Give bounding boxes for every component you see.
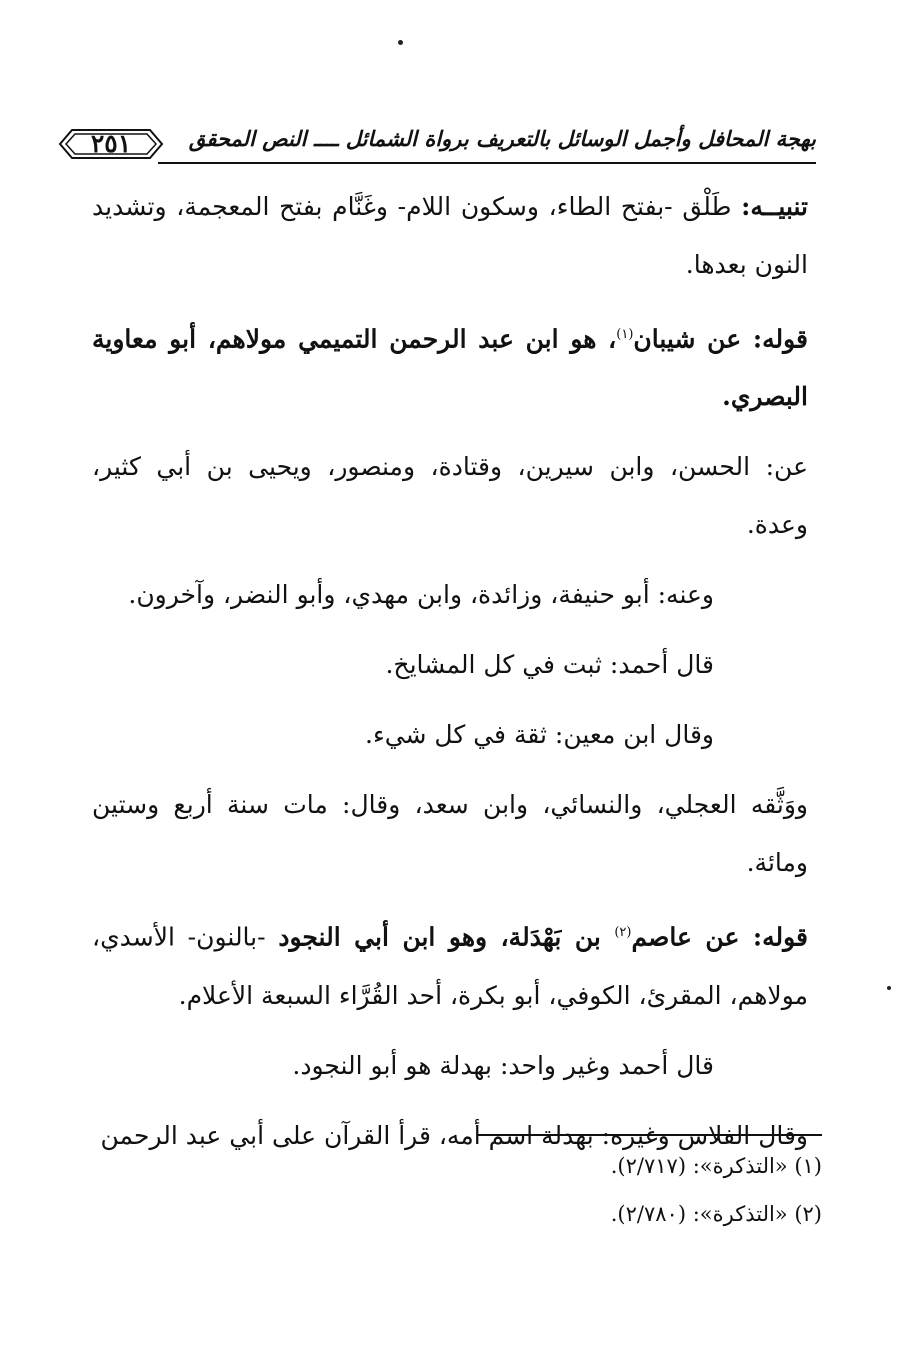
footnote-ref[interactable]: (١) <box>616 327 634 342</box>
paragraph-from <box>92 438 808 554</box>
paragraph-text: قال أحمد: ثبت في كل المشايخ. <box>385 650 714 680</box>
paragraph-text: وقال الفلاس وغيره: بهدلة اسم أمه، قرأ القرآن على أبي عبد الرحمن <box>100 1120 808 1150</box>
paragraph-narrators <box>92 566 808 624</box>
paragraph-text: ، هو ابن عبد الرحمن التميمي مولاهم، أبو معاوية البصري. <box>92 324 808 412</box>
footnote-ref[interactable]: (٢) <box>614 925 632 941</box>
paragraph-lead: قوله: عن عاصم <box>631 922 808 952</box>
paragraph-text: وقال ابن معين: ثقة في كل شيء. <box>365 720 714 750</box>
footnote-1: (١) «التذكرة»: (٢/٧١٧). <box>610 1154 822 1178</box>
paragraph-tawthiq <box>92 776 808 892</box>
footnote-2: (٢) «التذكرة»: (٢/٧٨٠). <box>610 1202 822 1226</box>
ink-speck <box>887 986 891 990</box>
paragraph-text: وعنه: أبو حنيفة، وزائدة، وابن مهدي، وأبو النضر، وآخرون. <box>128 580 714 610</box>
paragraph-text: ووَثَّقه العجلي، والنسائي، وابن سعد، وقال: مات سنة أربع وستين ومائة. <box>92 790 808 878</box>
paragraph-lead: تنبيــه: <box>741 192 808 221</box>
paragraph-ahmad <box>92 636 808 694</box>
main-text <box>92 178 808 1177</box>
paragraph-text: طَلْق -بفتح الطاء، وسكون اللام- وغَنَّام بفتح المعجمة، وتشديد النون بعدها. <box>92 192 808 279</box>
paragraph-text: عن: الحسن، وابن سيرين، وقتادة، ومنصور، ويحيى بن أبي كثير، وعدة. <box>92 452 808 540</box>
paragraph-text: -بالنون- الأسدي، مولاهم، المقرئ، الكوفي، أبو بكرة، أحد القُرَّاء السبعة الأعلام. <box>92 922 808 1010</box>
paragraph-note <box>92 178 808 294</box>
paragraph-text: قال أحمد وغير واحد: بهدلة هو أبو النجود. <box>292 1050 714 1080</box>
paragraph-bahdala <box>92 1037 808 1095</box>
header-rule <box>158 162 816 164</box>
paragraph-asim <box>92 904 808 1024</box>
paragraph-lead-continued: بن بَهْدَلة، وهو ابن أبي النجود <box>278 922 615 952</box>
running-header <box>58 118 816 174</box>
footnote-separator <box>478 1134 822 1136</box>
page-number-badge <box>58 126 164 162</box>
paragraph-lead: قوله: عن شيبان <box>633 324 809 354</box>
paragraph-ibn-main <box>92 706 808 764</box>
ink-speck <box>398 40 403 45</box>
footnotes <box>420 1142 822 1238</box>
paragraph-shayban <box>92 306 808 426</box>
page-number: ٢٥١ <box>90 129 132 158</box>
header-title: بهجة المحافل وأجمل الوسائل بالتعريف برواة الشمائل ــــ النص المحقق <box>188 126 816 151</box>
